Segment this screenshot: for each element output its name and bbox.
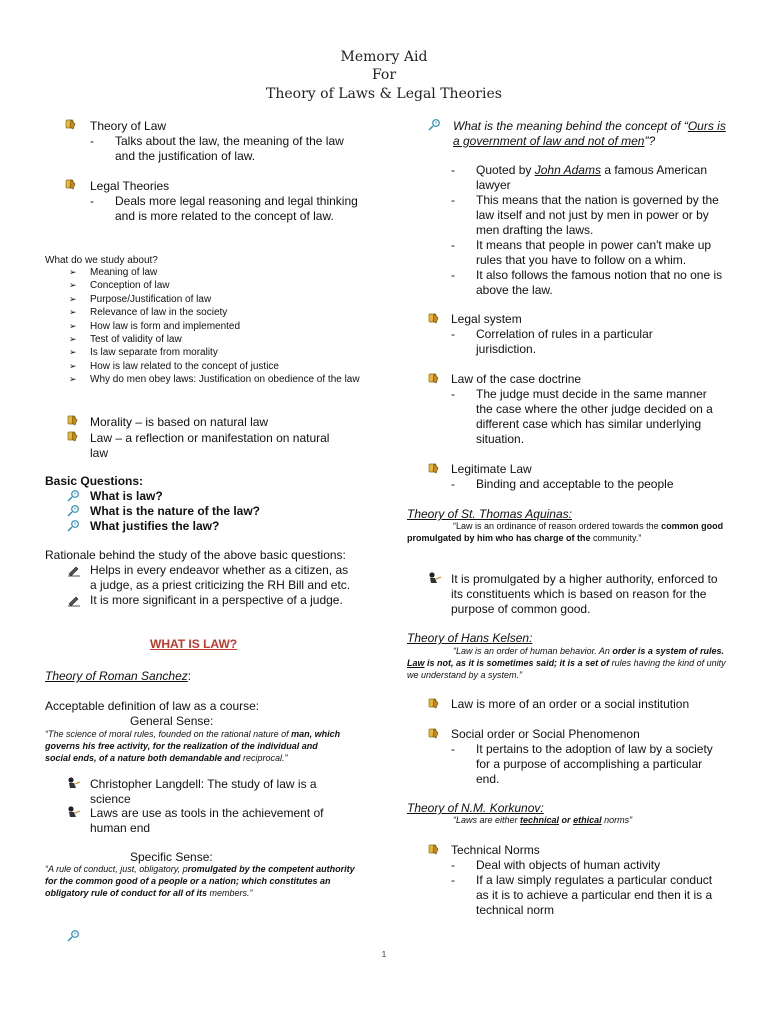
study-item xyxy=(67,266,367,279)
tech-norms-list xyxy=(451,858,726,918)
magnifier-bullet-icon xyxy=(67,490,81,503)
study-item-text: Why do men obey laws: Justification on obedience of the law xyxy=(90,374,360,386)
specific-sense-quote xyxy=(45,864,365,899)
arrow-bullet-icon: ➢ xyxy=(69,293,77,304)
specific-quote-part-c: members.” xyxy=(209,887,253,898)
aquinas-item: It is promulgated by a higher authority, enforced to its constituents which is based on reason for the purpose of common good. xyxy=(451,572,718,616)
kelsen-quote-2: order is a system of rules. xyxy=(612,646,724,656)
study-item xyxy=(67,306,367,319)
legal-theories-desc: - Deals more legal reasoning and legal thinking and is more related to the concept of law. xyxy=(90,194,358,223)
study-item-text: How is law related to the concept of justice xyxy=(90,360,279,372)
langdell-text: Christopher Langdell: The study of law is a science xyxy=(90,777,317,806)
rationale-item-text: It is more significant in a perspective of a judge. xyxy=(90,593,343,607)
dash-bullet: - xyxy=(451,858,455,872)
adams-list xyxy=(451,163,726,298)
doc-title-line2: For xyxy=(371,67,397,83)
korkunov-quote-4: ethical xyxy=(573,815,602,825)
basic-questions-list xyxy=(67,489,347,534)
aquinas-quote-a: “Law is an ordinance of reason ordered towards the xyxy=(453,521,662,531)
rationale-item xyxy=(67,563,357,593)
gold-bullet-icon xyxy=(428,312,441,325)
rationale-title: Rationale behind the study of the above basic questions: xyxy=(45,548,346,562)
tech-norms-title: Technical Norms xyxy=(451,843,540,857)
legit-law-title: Legitimate Law xyxy=(451,462,532,476)
pen-bullet-icon xyxy=(67,593,81,607)
arrow-bullet-icon: ➢ xyxy=(69,267,77,277)
adams-item-pre: This means that the nation is governed by the law itself and not just by men in power or by men drafting the laws. xyxy=(476,193,719,237)
aquinas-quote xyxy=(407,521,727,545)
study-item-text: Relevance of law in the society xyxy=(90,307,228,319)
adams-question-post: ”? xyxy=(644,134,656,148)
legal-system-title: Legal system xyxy=(451,312,522,326)
korkunov-quote-2: technical xyxy=(520,815,560,825)
dash-bullet: - xyxy=(451,268,455,282)
magnifier-bullet-icon xyxy=(67,930,81,943)
study-item xyxy=(67,360,367,373)
gold-bullet-icon xyxy=(428,727,441,740)
legal-theories-desc-text: Deals more legal reasoning and legal thinking and is more related to the concept of law. xyxy=(115,194,358,223)
study-item xyxy=(67,320,367,333)
kelsen-quote-4: is not, as it is sometimes said; it is a set of xyxy=(424,657,612,668)
legal-system-desc: - Correlation of rules in a particular jurisdiction. xyxy=(451,327,653,356)
legit-law-desc: - Binding and acceptable to the people xyxy=(451,477,674,491)
korkunov-quote xyxy=(407,815,727,827)
tech-norm-item xyxy=(451,873,726,918)
rationale-item-text: Helps in every endeavor whether as a citizen, as a judge, as a priest criticizing the RH Bill and etc. xyxy=(90,563,351,592)
rationale-list xyxy=(67,563,357,608)
gold-bullet-icon xyxy=(67,414,80,427)
gold-bullet-icon xyxy=(428,697,441,710)
tech-norm-text: If a law simply regulates a particular conduct as it is to achieve a particular end then it is a technical norm xyxy=(476,873,713,917)
page-number: 1 xyxy=(381,950,387,959)
korkunov-quote-1: “Laws are either xyxy=(453,815,521,825)
what-is-law-heading: WHAT IS LAW? xyxy=(150,637,238,651)
adams-question-quote: Ours is a government of law and not of men xyxy=(453,119,726,148)
gold-bullet-icon xyxy=(65,178,78,191)
dash-bullet: - xyxy=(451,238,455,252)
korkunov-quote-5: norms” xyxy=(601,815,633,825)
social-order-title: Social order or Social Phenomenon xyxy=(451,727,640,741)
study-intro: What do we study about? xyxy=(45,255,158,266)
pen-bullet-icon xyxy=(67,563,81,577)
general-sense-quote xyxy=(45,729,345,764)
adams-item-pre: It means that people in power can't make up rules that you have to follow on a whim. xyxy=(476,238,712,267)
study-item xyxy=(67,279,367,292)
arrow-bullet-icon: ➢ xyxy=(69,320,77,331)
law-reflection-text: Law – a reflection or manifestation on natural law xyxy=(90,431,330,460)
study-list xyxy=(67,266,367,387)
korkunov-quote-3: or xyxy=(559,815,574,825)
social-order-desc: - It pertains to the adoption of law by a society for a purpose of accomplishing a particular end. xyxy=(451,742,713,786)
adams-item-pre: Quoted by xyxy=(476,163,535,177)
aquinas-quote-c: community.” xyxy=(593,532,642,543)
doc-title-line1: Memory Aid xyxy=(340,49,428,65)
kelsen-quote-1: “Law is an order of human behavior. An xyxy=(453,646,613,656)
kelsen-quote-5: rules having the kind of unity we understand by a system.” xyxy=(407,657,726,680)
kelsen-title: Theory of Hans Kelsen: xyxy=(407,631,533,645)
kelsen-quote xyxy=(407,646,727,681)
acceptable-definition: Acceptable definition of law as a course: xyxy=(45,699,260,713)
gold-bullet-icon xyxy=(428,843,441,856)
kelsen-item: Law is more of an order or a social institution xyxy=(451,697,690,711)
adams-item-pre: It also follows the famous notion that no one is above the law. xyxy=(476,268,723,297)
roman-sanchez-title: Theory of Roman Sanchez xyxy=(45,669,188,683)
study-item-text: Test of validity of law xyxy=(90,334,182,346)
basic-question-text: What is the nature of the law? xyxy=(90,504,261,518)
dash-bullet: - xyxy=(451,163,455,177)
arrow-bullet-icon: ➢ xyxy=(69,307,77,318)
adams-item xyxy=(451,163,726,193)
general-quote-part-b: man, which governs his free activity, for the realization of the individual and social ends, of a nature both demandable and xyxy=(45,729,341,763)
study-item-text: How law is form and implemented xyxy=(90,320,241,332)
laws-tools-text: Laws are use as tools in the achievement of human end xyxy=(90,806,324,835)
study-item-text: Meaning of law xyxy=(90,267,158,278)
magnifier-bullet-icon xyxy=(67,505,81,518)
adams-item xyxy=(451,193,726,238)
legal-system-desc-text: Correlation of rules in a particular jurisdiction. xyxy=(476,327,653,356)
study-item xyxy=(67,293,367,306)
arrow-bullet-icon: ➢ xyxy=(69,360,77,371)
gold-bullet-icon xyxy=(428,462,441,475)
theory-of-law-desc: - Talks about the law, the meaning of the law and the justification of law. xyxy=(90,134,344,163)
kelsen-quote-3: Law xyxy=(407,657,425,668)
morality-text: Morality – is based on natural law xyxy=(90,415,269,429)
case-doctrine-desc-text: The judge must decide in the same manner the case where the other judge decided on a different case which has similar underlying situation. xyxy=(476,387,713,446)
gold-bullet-icon xyxy=(428,372,441,385)
gold-bullet-icon xyxy=(67,430,80,443)
adams-item-name: John Adams xyxy=(534,163,601,177)
study-item xyxy=(67,333,367,346)
general-sense-label: General Sense: xyxy=(130,714,214,728)
specific-quote-part-b: romulgated by the competent authority for the common good of a people or a nation; which constitutes an obligatory rule of conduct for all of its xyxy=(45,864,355,898)
figure-bullet-icon xyxy=(428,572,442,586)
adams-item xyxy=(451,238,726,268)
adams-question-pre: What is the meaning behind the concept of “ xyxy=(453,119,688,133)
specific-quote-part-a: “A rule of conduct, just, obligatory, p xyxy=(45,864,188,874)
arrow-bullet-icon: ➢ xyxy=(69,374,77,385)
study-item-text: Purpose/Justification of law xyxy=(90,293,212,305)
adams-question xyxy=(453,119,733,149)
figure-bullet-icon xyxy=(67,777,81,791)
specific-sense-label: Specific Sense: xyxy=(130,850,213,864)
theory-of-law-title: Theory of Law xyxy=(90,119,167,133)
social-order-desc-text: It pertains to the adoption of law by a society for a purpose of accomplishing a particular end. xyxy=(476,742,713,786)
general-quote-part-a: “The science of moral rules, founded on the rational nature of xyxy=(45,729,292,739)
basic-questions-title: Basic Questions: xyxy=(45,474,144,488)
magnifier-bullet-icon xyxy=(67,520,81,533)
basic-question-item xyxy=(67,489,347,504)
general-quote-part-c: reciprocal.” xyxy=(243,752,288,763)
study-item xyxy=(67,346,367,359)
study-item-text: Conception of law xyxy=(90,280,170,292)
arrow-bullet-icon: ➢ xyxy=(69,280,77,291)
dash-bullet: - xyxy=(451,873,455,887)
figure-bullet-icon xyxy=(67,806,81,820)
adams-item-post: a famous American lawyer xyxy=(476,163,708,192)
legit-law-desc-text: Binding and acceptable to the people xyxy=(476,477,674,491)
basic-question-text: What justifies the law? xyxy=(90,519,220,533)
aquinas-quote-b: common good promulgated by him who has charge of the xyxy=(407,521,724,543)
tech-norm-item xyxy=(451,858,726,873)
doc-title-line3: Theory of Laws & Legal Theories xyxy=(266,86,502,102)
aquinas-title: Theory of St. Thomas Aquinas: xyxy=(407,507,572,521)
case-doctrine-desc: - The judge must decide in the same manner the case where the other judge decided on a different case which has similar underlying situation. xyxy=(451,387,713,446)
korkunov-title: Theory of N.M. Korkunov: xyxy=(407,801,544,815)
roman-sanchez-colon: : xyxy=(187,669,192,683)
basic-question-text: What is law? xyxy=(90,489,163,503)
adams-item xyxy=(451,268,726,298)
study-item xyxy=(67,373,367,386)
case-doctrine-title: Law of the case doctrine xyxy=(451,372,582,386)
gold-bullet-icon xyxy=(65,118,78,131)
magnifier-bullet-icon xyxy=(428,119,442,132)
rationale-item xyxy=(67,593,357,608)
study-item-text: Is law separate from morality xyxy=(90,347,218,359)
arrow-bullet-icon: ➢ xyxy=(69,334,77,345)
tech-norm-text: Deal with objects of human activity xyxy=(476,858,661,872)
legal-theories-title: Legal Theories xyxy=(90,179,170,193)
roman-sanchez-theory xyxy=(45,669,191,683)
theory-of-law-desc-text: Talks about the law, the meaning of the law and the justification of law. xyxy=(115,134,344,163)
arrow-bullet-icon: ➢ xyxy=(69,347,77,358)
dash-bullet: - xyxy=(451,193,455,207)
basic-question-item xyxy=(67,519,347,534)
basic-question-item xyxy=(67,504,347,519)
